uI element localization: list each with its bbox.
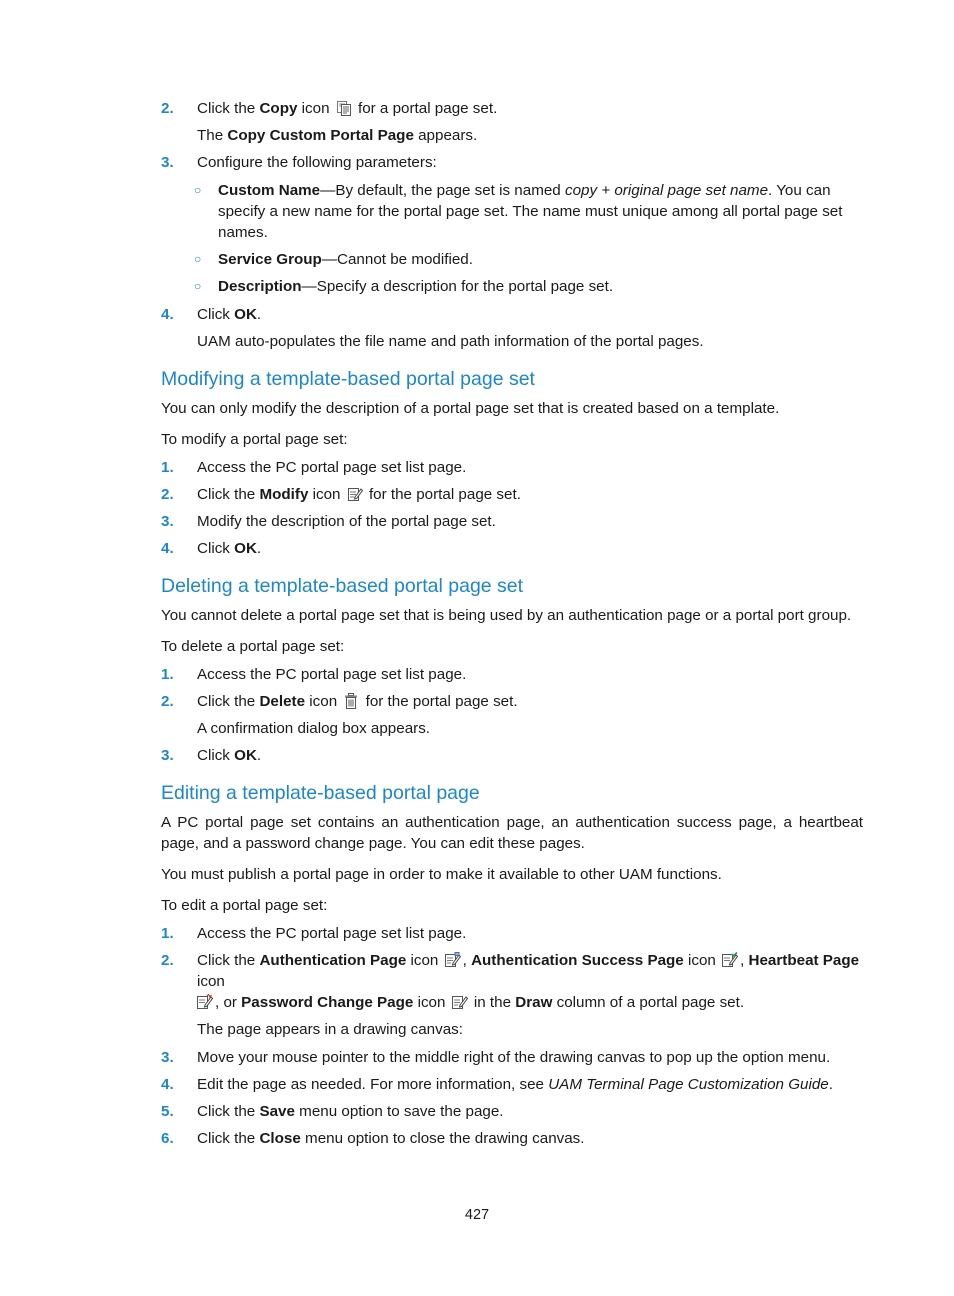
text: Configure the following parameters: xyxy=(197,154,437,171)
password-change-page-label: Password Change Page xyxy=(241,994,414,1011)
ok-label: OK xyxy=(234,306,257,323)
modify-lead: To modify a portal page set: xyxy=(161,431,348,448)
text: Click xyxy=(197,306,235,323)
edit-step-1 xyxy=(161,923,863,944)
delete-step-2 xyxy=(161,691,863,712)
step-number: 1. xyxy=(161,459,174,476)
modify-step-3 xyxy=(161,511,863,532)
delete-icon[interactable] xyxy=(343,693,359,709)
edit-step-2-result: The page appears in a drawing canvas: xyxy=(197,1021,463,1038)
password-change-page-icon[interactable] xyxy=(452,994,468,1010)
text: Modify the description of the portal page set. xyxy=(197,513,496,530)
authentication-success-page-label: Authentication Success Page xyxy=(471,952,684,969)
copy-step-4-result: UAM auto-populates the file name and path information of the portal pages. xyxy=(197,333,704,350)
text: Click xyxy=(197,747,235,764)
edit-intro: A PC portal page set contains an authentication page, an authentication success page, a heartbeat page, and a password change page. You can edit these pages. xyxy=(161,814,863,852)
authentication-success-page-icon[interactable] xyxy=(722,952,738,968)
text: . xyxy=(828,1076,833,1093)
text: —By default, the page set is named xyxy=(320,182,565,199)
text: column of a portal page set. xyxy=(552,994,745,1011)
text: appears. xyxy=(413,127,478,144)
text: . xyxy=(256,540,262,557)
authentication-page-label: Authentication Page xyxy=(259,952,407,969)
text: . xyxy=(256,306,262,323)
text: —Specify a description for the portal page set. xyxy=(301,278,614,295)
text: Edit the page as needed. For more information, see xyxy=(197,1076,549,1093)
delete-step-2-result: A confirmation dialog box appears. xyxy=(197,720,431,737)
text: Access the PC portal page set list page. xyxy=(197,459,467,476)
text: Click the xyxy=(197,1103,260,1120)
edit-heading: Editing a template-based portal page xyxy=(161,782,480,804)
text: The xyxy=(197,127,228,144)
delete-lead: To delete a portal page set: xyxy=(161,638,345,655)
text: , xyxy=(740,952,749,969)
step-number: 3. xyxy=(161,513,174,530)
text: copy + original page set name xyxy=(564,182,769,199)
text: Click the xyxy=(197,486,260,503)
modify-step-4 xyxy=(161,538,863,559)
text: Click the xyxy=(197,952,260,969)
circle-bullet-icon: ○ xyxy=(194,252,202,266)
circle-bullet-icon: ○ xyxy=(194,183,202,197)
copy-step-2 xyxy=(161,98,863,119)
text: in the xyxy=(469,994,516,1011)
text: menu option to close the drawing canvas. xyxy=(300,1130,585,1147)
text: Click the xyxy=(197,1130,260,1147)
copy-icon[interactable] xyxy=(336,100,352,116)
modify-step-2 xyxy=(161,484,863,505)
delete-step-1 xyxy=(161,664,863,685)
text: icon xyxy=(305,693,342,710)
step-number: 3. xyxy=(161,1049,174,1066)
modify-heading: Modifying a template-based portal page set xyxy=(161,368,535,390)
modify-icon[interactable] xyxy=(347,486,363,502)
step-number: 4. xyxy=(161,306,174,323)
copy-step-2-result xyxy=(161,125,863,146)
delete-intro: You cannot delete a portal page set that is being used by an authentication page or a portal port group. xyxy=(161,607,852,624)
step-number: 4. xyxy=(161,540,174,557)
save-label: Save xyxy=(259,1103,295,1120)
step-number: 2. xyxy=(161,486,174,503)
text: icon xyxy=(406,952,443,969)
delete-label: Delete xyxy=(259,693,306,710)
param-description xyxy=(161,276,863,297)
step-number: 5. xyxy=(161,1103,174,1120)
guide-title: UAM Terminal Page Customization Guide xyxy=(548,1076,829,1093)
edit-lead: To edit a portal page set: xyxy=(161,897,328,914)
copy-label: Copy xyxy=(259,100,298,117)
text: icon xyxy=(683,952,721,969)
step-number: 1. xyxy=(161,925,174,942)
param-custom-name xyxy=(161,180,863,243)
dialog-name: Copy Custom Portal Page xyxy=(227,127,414,144)
text: Move your mouse pointer to the middle right of the drawing canvas to pop up the option menu. xyxy=(197,1049,831,1066)
text: Click the xyxy=(197,100,260,117)
copy-step-3 xyxy=(161,152,863,173)
page-number: 427 xyxy=(464,1207,490,1223)
step-number: 4. xyxy=(161,1076,174,1093)
edit-step-3 xyxy=(161,1047,863,1068)
circle-bullet-icon: ○ xyxy=(194,279,202,293)
step-number: 3. xyxy=(161,747,174,764)
text: Access the PC portal page set list page. xyxy=(197,925,467,942)
delete-heading: Deleting a template-based portal page set xyxy=(161,575,524,597)
text: for a portal page set. xyxy=(353,100,498,117)
heartbeat-page-icon[interactable] xyxy=(197,994,213,1010)
param-label: Description xyxy=(218,278,302,295)
delete-step-3 xyxy=(161,745,863,766)
text: icon xyxy=(413,994,450,1011)
modify-intro: You can only modify the description of a portal page set that is created based on a template. xyxy=(161,400,780,417)
step-number: 2. xyxy=(161,952,174,969)
authentication-page-icon[interactable] xyxy=(445,952,461,968)
text: —Cannot be modified. xyxy=(321,251,473,268)
text: Click the xyxy=(197,693,260,710)
text: for the portal page set. xyxy=(364,486,521,503)
step-number: 2. xyxy=(161,693,174,710)
text: . xyxy=(256,747,262,764)
close-label: Close xyxy=(259,1130,301,1147)
edit-publish: You must publish a portal page in order to make it available to other UAM functions. xyxy=(161,866,722,883)
text: Click xyxy=(197,540,235,557)
copy-step-4 xyxy=(161,304,863,325)
text: . You can specify a new name for the portal page set. The name must unique among all portal page set names. xyxy=(218,182,843,241)
step-number: 1. xyxy=(161,666,174,683)
text: menu option to save the page. xyxy=(294,1103,504,1120)
param-label: Service Group xyxy=(218,251,322,268)
edit-step-2 xyxy=(161,950,863,1013)
edit-step-4 xyxy=(161,1074,863,1095)
modify-label: Modify xyxy=(259,486,309,503)
param-label: Custom Name xyxy=(218,182,321,199)
step-number: 3. xyxy=(161,154,174,171)
param-service-group xyxy=(161,249,863,270)
heartbeat-page-label: Heartbeat Page xyxy=(748,952,860,969)
ok-label: OK xyxy=(234,747,257,764)
draw-label: Draw xyxy=(515,994,553,1011)
ok-label: OK xyxy=(234,540,257,557)
modify-step-1 xyxy=(161,457,863,478)
edit-step-6 xyxy=(161,1128,863,1149)
text: for the portal page set. xyxy=(361,693,518,710)
text: icon xyxy=(297,100,330,117)
text: , xyxy=(462,952,472,969)
edit-step-5 xyxy=(161,1101,863,1122)
step-number: 2. xyxy=(161,100,174,117)
text: icon xyxy=(197,973,225,990)
text: icon xyxy=(308,486,345,503)
document-body xyxy=(161,98,863,1149)
text: , or xyxy=(215,994,242,1011)
text: Access the PC portal page set list page. xyxy=(197,666,467,683)
step-number: 6. xyxy=(161,1130,174,1147)
